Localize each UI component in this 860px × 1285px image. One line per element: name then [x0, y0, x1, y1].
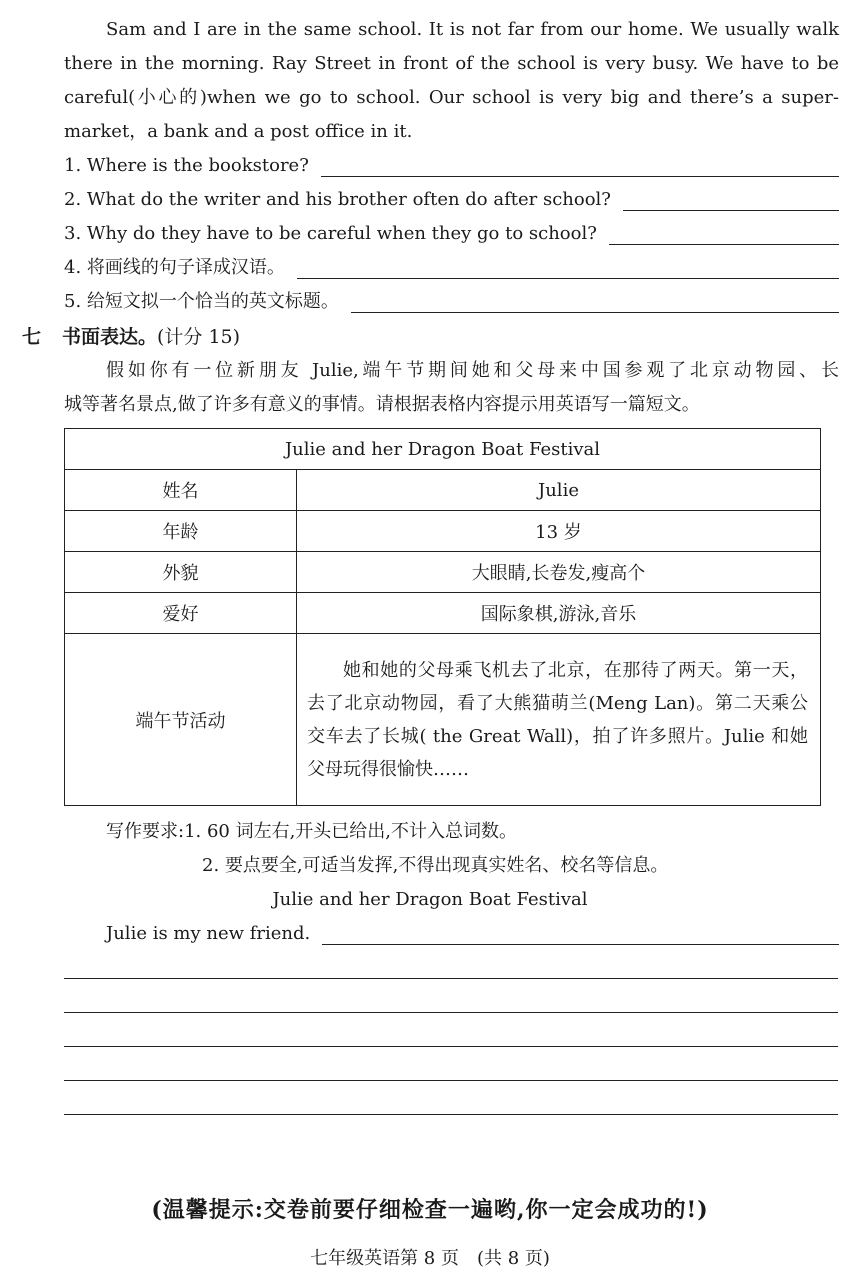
section-title: 书面表达。	[62, 326, 158, 348]
answer-blank-3[interactable]	[609, 243, 839, 245]
passage-line-2: there in the morning. Ray Street in front of the school is very busy. We have to be	[64, 53, 839, 74]
writing-line-3[interactable]	[64, 1046, 838, 1047]
table-label-appearance: 外貌	[65, 552, 297, 593]
intro-line-2: 城等著名景点,做了许多有意义的事情。请根据表格内容提示用英语写一篇短文。	[64, 394, 700, 415]
writing-line-0[interactable]	[322, 943, 839, 945]
question-2-text: 2. What do the writer and his brother often do after school?	[64, 189, 611, 210]
question-1	[64, 149, 839, 183]
passage-line-3: careful(小心的)when we go to school. Our school is very big and there’s a super-	[64, 87, 839, 108]
table-value-appearance: 大眼睛,长卷发,瘦高个	[297, 552, 821, 593]
passage-line-1: Sam and I are in the same school. It is not far from our home. We usually walk	[106, 19, 839, 40]
essay-opening-row	[106, 917, 839, 951]
table-value-hobbies: 国际象棋,游泳,音乐	[297, 593, 821, 634]
table-label-name: 姓名	[65, 470, 297, 511]
question-1-text: 1. Where is the bookstore?	[64, 155, 309, 176]
question-4	[64, 251, 839, 285]
table-value-activities	[297, 634, 821, 806]
answer-blank-4[interactable]	[297, 277, 839, 279]
answer-blank-2[interactable]	[623, 209, 839, 211]
page-footer: 七年级英语第 8 页 (共 8 页)	[310, 1248, 550, 1269]
section-7-heading	[22, 320, 240, 354]
question-5	[64, 285, 839, 319]
table-value-age: 13 岁	[297, 511, 821, 552]
essay-opening: Julie is my new friend.	[106, 923, 311, 944]
requirement-2: 2. 要点要全,可适当发挥,不得出现真实姓名、校名等信息。	[202, 855, 669, 876]
requirement-1: 写作要求:1. 60 词左右,开头已给出,不计入总词数。	[106, 821, 518, 842]
question-2	[64, 183, 839, 217]
intro-line-1: 假如你有一位新朋友 Julie,端午节期间她和父母来中国参观了北京动物园、长	[106, 360, 839, 381]
writing-line-5[interactable]	[64, 1114, 838, 1115]
question-3	[64, 217, 839, 251]
writing-line-2[interactable]	[64, 1012, 838, 1013]
question-4-text: 4. 将画线的句子译成汉语。	[64, 257, 285, 278]
question-5-text: 5. 给短文拟一个恰当的英文标题。	[64, 291, 339, 312]
reminder-tip: (温馨提示:交卷前要仔细检查一遍哟,你一定会成功的!)	[151, 1197, 709, 1223]
passage-line-4: market，a bank and a post office in it.	[64, 121, 413, 142]
question-3-text: 3. Why do they have to be careful when they go to school?	[64, 223, 597, 244]
info-table	[64, 428, 821, 806]
table-label-hobbies: 爱好	[65, 593, 297, 634]
essay-title: Julie and her Dragon Boat Festival	[272, 889, 588, 910]
answer-blank-1[interactable]	[321, 175, 839, 177]
section-number: 七	[22, 326, 42, 348]
table-value-name: Julie	[297, 470, 821, 511]
table-header: Julie and her Dragon Boat Festival	[65, 429, 821, 470]
table-label-age: 年龄	[65, 511, 297, 552]
answer-blank-5[interactable]	[351, 311, 839, 313]
writing-line-4[interactable]	[64, 1080, 838, 1081]
table-label-activities: 端午节活动	[65, 634, 297, 806]
writing-line-1[interactable]	[64, 978, 838, 979]
activities-text: 她和她的父母乘飞机去了北京，在那待了两天。第一天，去了北京动物园，看了大熊猫萌兰(Meng Lan)。第二天乘公交车去了长城( the Great Wall)，拍了许多照片。Julie 和她父母玩得很愉快……	[307, 659, 808, 780]
section-score: (计分 15)	[157, 326, 241, 348]
